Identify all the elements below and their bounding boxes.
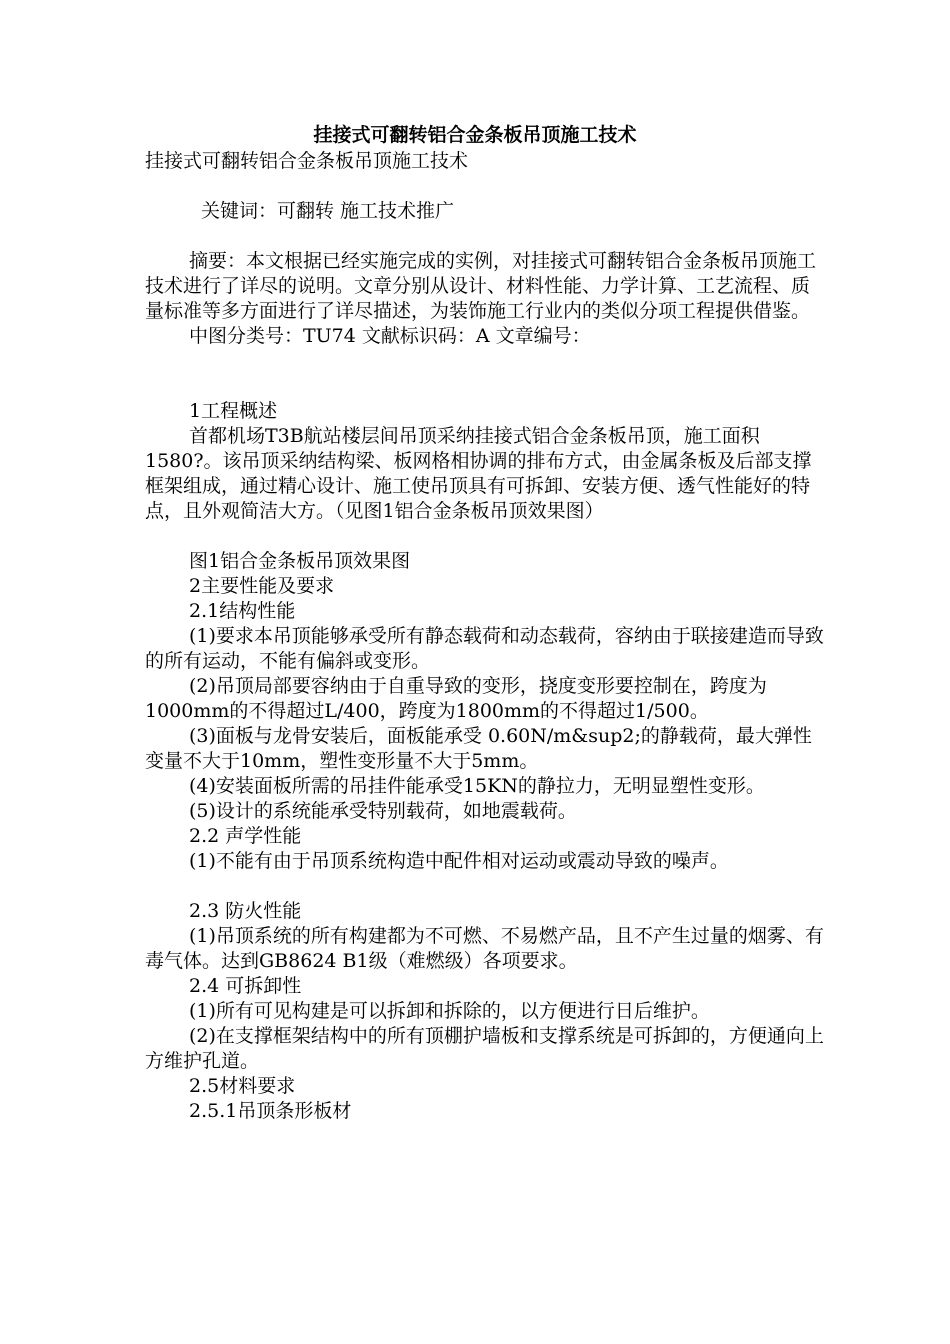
subsection-heading: 2.5材料要求 xyxy=(189,1075,296,1097)
document-body xyxy=(145,149,825,1124)
paragraph: (3)面板与龙骨安装后，面板能承受 0.60N/m&sup2;的静载荷，最大弹性变量不大于10mm，塑性变形量不大于5mm。 xyxy=(145,725,812,772)
paragraph: (2)在支撑框架结构中的所有顶棚护墙板和支撑系统是可拆卸的，方便通向上方维护孔道。 xyxy=(145,1025,824,1072)
abstract-paragraph: 摘要：本文根据已经实施完成的实例，对挂接式可翻转铝合金条板吊顶施工技术进行了详尽的说明。文章分别从设计、材料性能、力学计算、工艺流程、质量标准等多方面进行了详尽描述，为装饰施工行业内的类似分项工程提供借鉴。 xyxy=(145,250,817,322)
subsection-heading: 2.5.1吊顶条形板材 xyxy=(189,1100,352,1122)
spacer xyxy=(145,349,825,399)
paragraph: (2)吊顶局部要容纳由于自重导致的变形，挠度变形要控制在，跨度为1000mm的不得超过L/400，跨度为1800mm的不得超过1/500。 xyxy=(145,675,767,722)
section-heading: 2主要性能及要求 xyxy=(189,575,335,597)
subsection-heading: 2.4 可拆卸性 xyxy=(189,975,302,997)
subsection-heading: 2.3 防火性能 xyxy=(189,900,302,922)
document-subtitle: 挂接式可翻转铝合金条板吊顶施工技术 xyxy=(145,150,469,172)
paragraph: (1)吊顶系统的所有构建都为不可燃、不易燃产品，且不产生过量的烟雾、有毒气体。达到GB8624 B1级（难燃级）各项要求。 xyxy=(145,925,824,972)
spacer xyxy=(145,524,825,549)
classification-line: 中图分类号：TU74 文献标识码：A 文章编号： xyxy=(189,325,591,347)
paragraph: (5)设计的系统能承受特别载荷，如地震载荷。 xyxy=(189,800,577,822)
spacer xyxy=(145,874,825,899)
paragraph: (1)不能有由于吊顶系统构造中配件相对运动或震动导致的噪声。 xyxy=(189,850,729,872)
paragraph: (4)安装面板所需的吊挂件能承受15KN的静拉力，无明显塑性变形。 xyxy=(189,775,765,797)
paragraph: 首都机场T3B航站楼层间吊顶采纳挂接式铝合金条板吊顶，施工面积1580?。该吊顶采纳结构梁、板网格相协调的排布方式，由金属条板及后部支撑框架组成，通过精心设计、施工使吊顶具有可拆卸、安装方便、透气性能好的特点，且外观简洁大方。（见图1铝合金条板吊顶效果图） xyxy=(145,425,812,522)
paragraph: (1)要求本吊顶能够承受所有静态载荷和动态载荷，容纳由于联接建造而导致的所有运动，不能有偏斜或变形。 xyxy=(145,625,824,672)
figure-caption: 图1铝合金条板吊顶效果图 xyxy=(189,550,411,572)
paragraph: (1)所有可见构建是可以拆卸和拆除的，以方便进行日后维护。 xyxy=(189,1000,710,1022)
section-heading: 1工程概述 xyxy=(189,400,278,422)
document-title: 挂接式可翻转铝合金条板吊顶施工技术 xyxy=(313,124,637,146)
keywords-line: 关键词：可翻转 施工技术推广 xyxy=(201,200,455,222)
subsection-heading: 2.2 声学性能 xyxy=(189,825,302,847)
spacer xyxy=(145,174,825,199)
spacer xyxy=(145,224,825,249)
subsection-heading: 2.1结构性能 xyxy=(189,600,296,622)
